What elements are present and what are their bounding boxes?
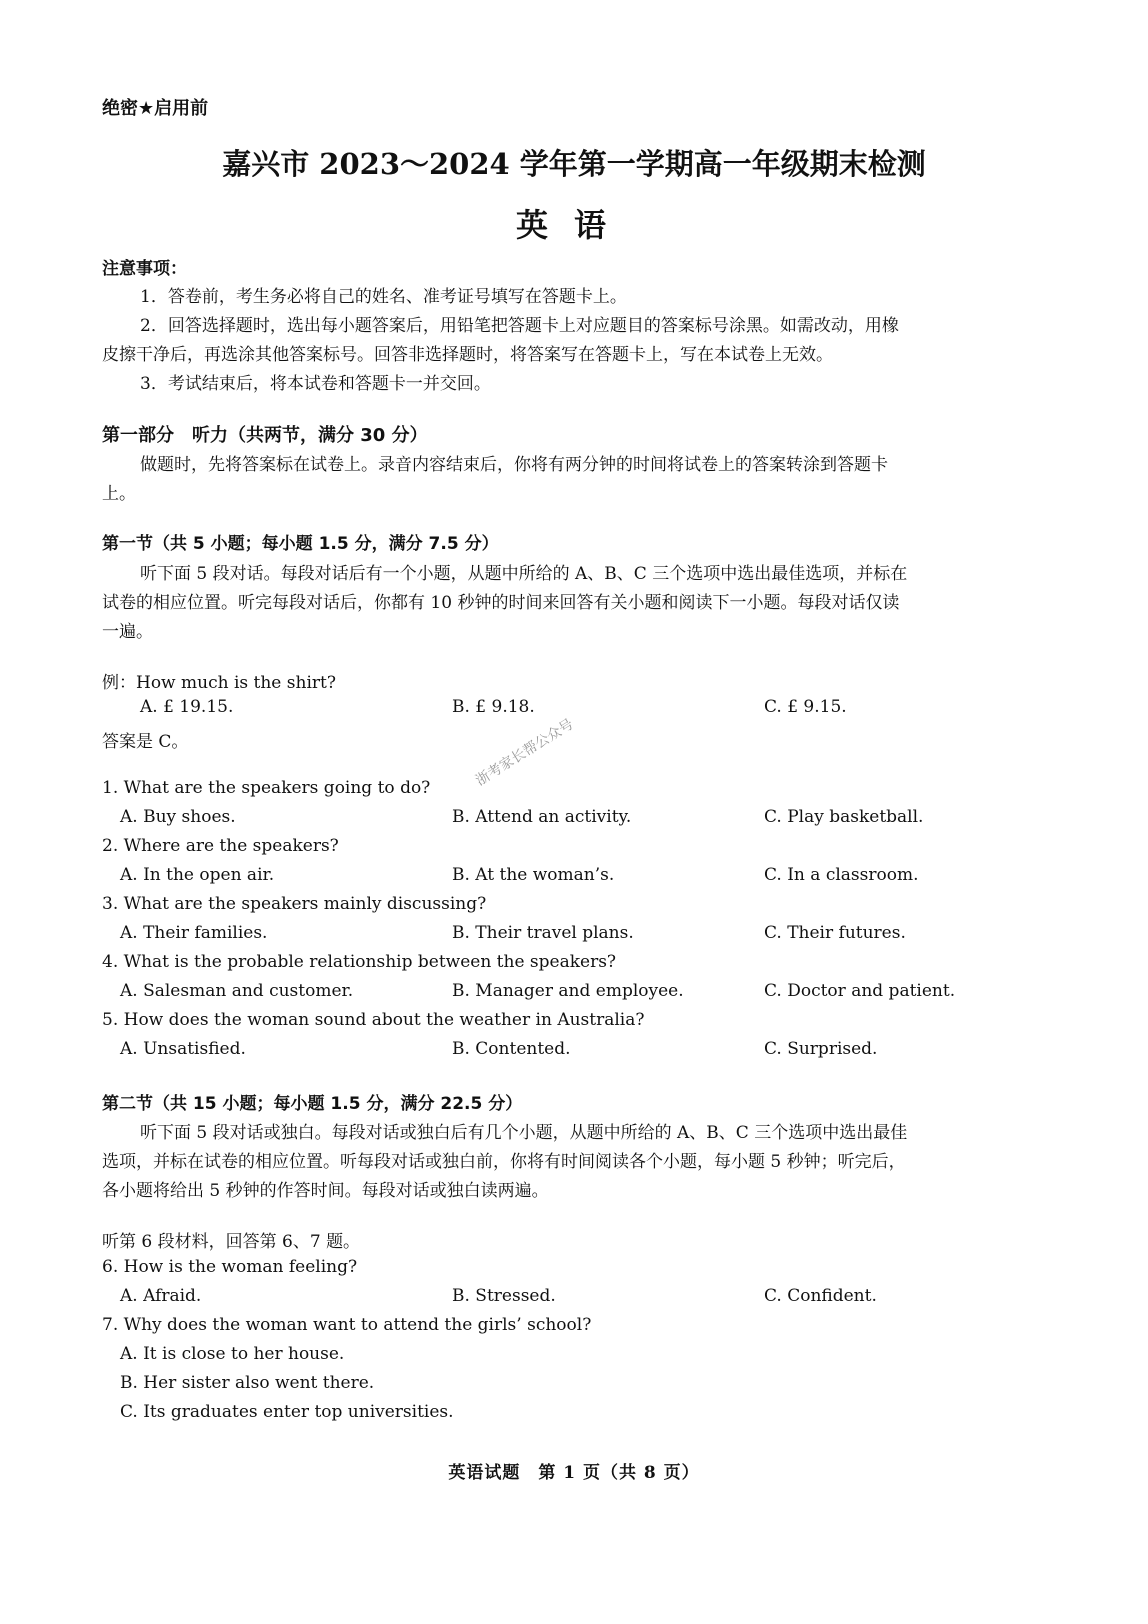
section1-intro-line3: 一遍。 [102, 622, 153, 642]
notes-item-2-line1: 2．回答选择题时，选出每小题答案后，用铅笔把答题卡上对应题目的答案标号涂黑。如需改动，用橡 [140, 316, 899, 336]
example-option-b: B. £ 9.18. [452, 697, 535, 717]
question-6-option-c: C. Confident. [764, 1286, 877, 1306]
question-4: 4. What is the probable relationship between the speakers? [102, 952, 617, 972]
question-2-option-a: A. In the open air. [120, 865, 275, 885]
notes-item-2-line2: 皮擦干净后，再选涂其他答案标号。回答非选择题时，将答案写在答题卡上，写在本试卷上无效。 [102, 345, 833, 365]
question-3-option-b: B. Their travel plans. [452, 923, 634, 943]
example-option-a: A. £ 19.15. [140, 697, 234, 717]
question-6: 6. How is the woman feeling? [102, 1257, 358, 1277]
question-4-option-a: A. Salesman and customer. [120, 981, 354, 1001]
example-option-c: C. £ 9.15. [764, 697, 847, 717]
question-7: 7. Why does the woman want to attend the girls’ school? [102, 1315, 592, 1335]
section1-intro-line1: 听下面 5 段对话。每段对话后有一个小题，从题中所给的 A、B、C 三个选项中选出最佳选项，并标在 [140, 564, 908, 584]
question-2-option-c: C. In a classroom. [764, 865, 919, 885]
question-6-option-b: B. Stressed. [452, 1286, 556, 1306]
question-3: 3. What are the speakers mainly discussing? [102, 894, 487, 914]
question-1-option-a: A. Buy shoes. [120, 807, 236, 827]
section1-intro-line2: 试卷的相应位置。听完每段对话后，你都有 10 秒钟的时间来回答有关小题和阅读下一小题。每段对话仅读 [102, 593, 900, 613]
question-5-option-a: A. Unsatisfied. [120, 1039, 246, 1059]
watermark: 浙考家长帮公众号 [472, 716, 577, 790]
material-6-instruction: 听第 6 段材料，回答第 6、7 题。 [102, 1232, 361, 1252]
secret-label: 绝密★启用前 [102, 98, 209, 119]
example-answer: 答案是 C。 [102, 732, 189, 752]
part1-intro-line2: 上。 [102, 484, 136, 504]
question-7-option-c: C. Its graduates enter top universities. [120, 1402, 454, 1422]
question-7-option-b: B. Her sister also went there. [120, 1373, 375, 1393]
page-footer: 英语试题 第 1 页（共 8 页） [448, 1463, 700, 1483]
question-1-option-c: C. Play basketball. [764, 807, 924, 827]
notes-item-3: 3．考试结束后，将本试卷和答题卡一并交回。 [140, 374, 491, 394]
question-5-option-b: B. Contented. [452, 1039, 571, 1059]
section2-intro-line1: 听下面 5 段对话或独白。每段对话或独白后有几个小题，从题中所给的 A、B、C 三个选项中选出最佳 [140, 1123, 908, 1143]
question-3-option-c: C. Their futures. [764, 923, 906, 943]
question-2-option-b: B. At the woman’s. [452, 865, 615, 885]
question-1: 1. What are the speakers going to do? [102, 778, 431, 798]
section2-heading: 第二节（共 15 小题；每小题 1.5 分，满分 22.5 分） [102, 1094, 523, 1114]
exam-title: 嘉兴市 2023～2024 学年第一学期高一年级期末检测 [222, 147, 926, 181]
section1-heading: 第一节（共 5 小题；每小题 1.5 分，满分 7.5 分） [102, 534, 499, 554]
subject-title: 英语 [515, 206, 632, 244]
question-5: 5. How does the woman sound about the weather in Australia? [102, 1010, 645, 1030]
notes-item-1: 1．答卷前，考生务必将自己的姓名、准考证号填写在答题卡上。 [140, 287, 627, 307]
section2-intro-line2: 选项，并标在试卷的相应位置。听每段对话或独白前，你将有时间阅读各个小题，每小题 5 秒钟；听完后， [102, 1152, 906, 1172]
question-6-option-a: A. Afraid. [120, 1286, 202, 1306]
question-2: 2. Where are the speakers? [102, 836, 339, 856]
question-5-option-c: C. Surprised. [764, 1039, 878, 1059]
section2-intro-line3: 各小题将给出 5 秒钟的作答时间。每段对话或独白读两遍。 [102, 1181, 549, 1201]
part1-intro-line1: 做题时，先将答案标在试卷上。录音内容结束后，你将有两分钟的时间将试卷上的答案转涂到答题卡 [140, 455, 888, 475]
question-1-option-b: B. Attend an activity. [452, 807, 632, 827]
question-4-option-b: B. Manager and employee. [452, 981, 684, 1001]
question-7-option-a: A. It is close to her house. [120, 1344, 345, 1364]
example-question: 例：How much is the shirt? [102, 673, 336, 693]
question-4-option-c: C. Doctor and patient. [764, 981, 956, 1001]
notes-heading: 注意事项： [102, 259, 187, 279]
part1-heading: 第一部分 听力（共两节，满分 30 分） [102, 425, 428, 446]
question-3-option-a: A. Their families. [120, 923, 268, 943]
